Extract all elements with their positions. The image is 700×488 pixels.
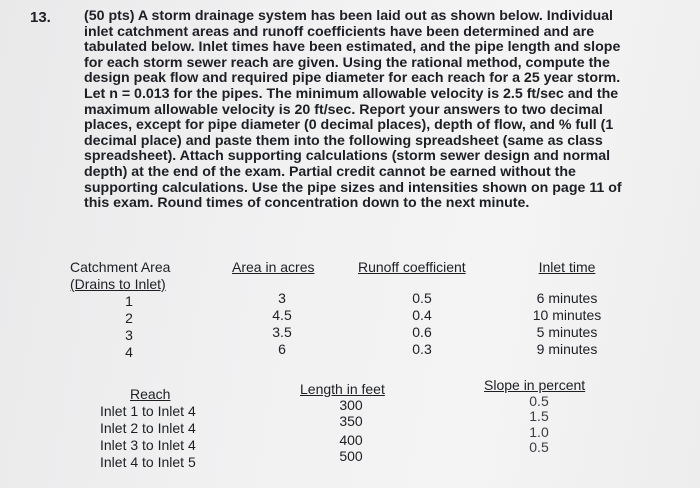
acres-value: 4.5 [272,307,292,323]
acres-value: 6 [278,341,286,357]
reach-header: Reach [130,386,171,402]
inlet-time-value: 9 minutes [536,341,598,357]
length-header: Length in feet [300,381,385,397]
catchment-id: 3 [125,327,133,343]
question-line: for each storm sewer reach are given. Using the rational method, compute the [84,54,610,71]
question-line: supporting calculations. Use the pipe sizes and intensities shown on page 11 of [84,179,622,196]
length-value: 400 [339,432,363,448]
runoff-value: 0.3 [412,341,432,357]
inlet-time-value: 5 minutes [536,324,598,340]
reach-value: Inlet 1 to Inlet 4 [100,403,196,419]
acres-header: Area in acres [232,259,315,275]
inlet-time-header: Inlet time [538,259,596,275]
runoff-value: 0.5 [412,290,432,306]
catchment-id: 4 [125,344,133,360]
slope-value: 1.5 [529,408,549,424]
slope-value: 1.0 [529,423,549,440]
length-column [300,381,404,464]
slope-value: 0.5 [529,392,549,409]
catchment-acres-column [232,259,332,358]
runoff-header: Runoff coefficient [358,259,466,275]
reach-value: Inlet 4 to Inlet 5 [100,454,196,470]
runoff-column [358,259,486,358]
question-line: depth) at the end of the exam. Partial credit cannot be earned without the [84,163,576,180]
slope-value: 0.5 [529,439,549,455]
question-line: tabulated below. Inlet times have been estimated, and the pipe length and slope [84,39,621,56]
question-line: maximum allowable velocity is 20 ft/sec. Report your answers to two decimal [84,101,603,118]
acres-value: 3.5 [272,324,292,340]
reach-value: Inlet 3 to Inlet 4 [100,437,196,453]
question-line: design peak flow and required pipe diameter for each reach for a 25 year storm. [84,70,621,87]
catchment-id: 1 [125,293,133,309]
question-line: Let n = 0.013 for the pipes. The minimum allowable velocity is 2.5 ft/sec and the [84,85,619,102]
length-value: 350 [339,413,363,429]
runoff-value: 0.6 [412,324,432,340]
catchment-header: Catchment Area [70,259,171,275]
inlet-time-column [522,259,612,358]
length-value: 500 [339,448,363,464]
inlet-time-value: 10 minutes [532,307,602,323]
question-line: spreadsheet). Attach supporting calculations (storm sewer design and normal [84,148,611,165]
question-text [84,9,664,212]
question-line: this exam. Round times of concentration down to the next minute. [84,195,530,212]
question-line: (50 pts) A storm drainage system has been laid out as shown below. Individual [84,8,613,24]
catchment-id-column [70,259,200,361]
reach-column [100,386,240,471]
reach-value: Inlet 2 to Inlet 4 [100,420,196,436]
length-value: 300 [339,397,363,413]
question-line: decimal place) and paste them into the following spreadsheet (same as class [84,132,603,149]
question-line: places, except for pipe diameter (0 decimal places), depth of flow, and % full (1 [84,117,614,134]
slope-header: Slope in percent [484,377,586,393]
question-line: inlet catchment areas and runoff coefficients have been determined and are [84,23,595,40]
catchment-header-sub: (Drains to Inlet) [70,276,166,292]
runoff-value: 0.4 [412,307,432,323]
question-number: 13. [30,9,51,26]
inlet-time-value: 6 minutes [536,290,598,306]
catchment-id: 2 [125,310,133,326]
slope-column [484,378,598,456]
acres-value: 3 [278,290,286,306]
